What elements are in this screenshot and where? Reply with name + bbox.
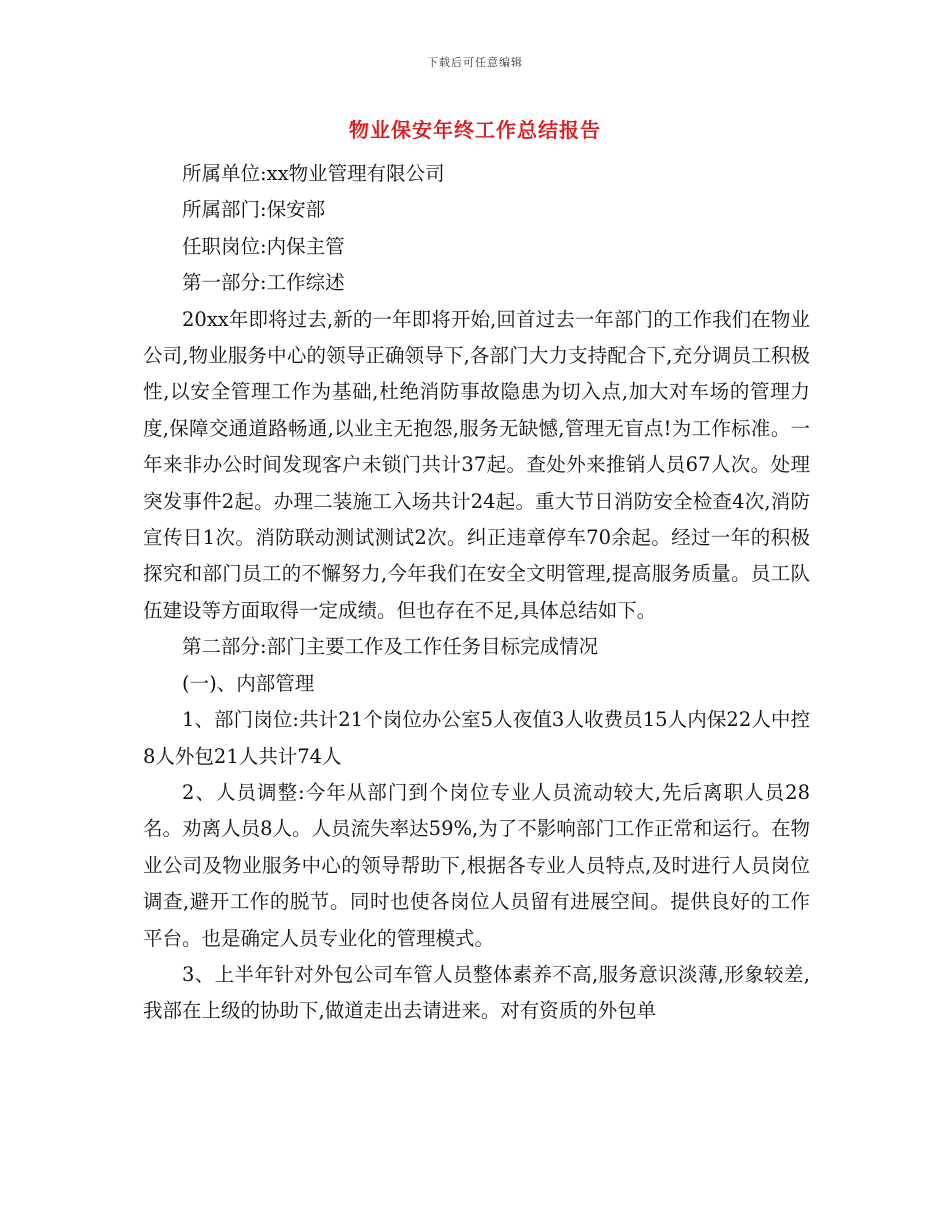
header-note: 下载后可任意编辑 [427,56,523,69]
paragraph-item-2: 2、人员调整:今年从部门到个岗位专业人员流动较大,先后离职人员28名。劝离人员8人。人员流失率达59%,为了不影响部门工作正常和运行。在物业公司及物业服务中心的领导帮助下,根据各专业人员特点,及时进行人员岗位调查,避开工作的脱节。同时也使各岗位人员留有进展空间。提供良好的工作平台。也是确定人员专业化的管理模式。 [143,780,810,950]
document-body [143,156,810,1030]
info-department: 所属部门:保安部 [182,198,326,222]
paragraph-summary: 20xx年即将过去,新的一年即将开始,回首过去一年部门的工作我们在物业公司,物业服务中心的领导正确领导下,各部门大力支持配合下,充分调员工积极性,以安全管理工作为基础,杜绝消防事故隐患为切入点,加大对车场的管理力度,保障交通道路畅通,以业主无抱怨,服务无缺憾,管理无盲点!为工作标准。一年来非办公时间发现客户未锁门共计37起。查处外来推销人员67人次。处理突发事件2起。办理二装施工入场共计24起。重大节日消防安全检查4次,消防宣传日1次。消防联动测试测试2次。纠正违章停车70余起。经过一年的积极探究和部门员工的不懈努力,今年我们在安全文明管理,提高服务质量。员工队伍建设等方面取得一定成绩。但也存在不足,具体总结如下。 [143,307,810,622]
subheading-internal-management: (一)、内部管理 [182,671,315,695]
paragraph-item-1: 1、部门岗位:共计21个岗位办公室5人夜值3人收费员15人内保22人中控8人外包21人共计74人 [143,708,810,768]
section-heading-part-two: 第二部分:部门主要工作及工作任务目标完成情况 [182,635,599,659]
info-position: 任职岗位:内保主管 [182,234,345,258]
section-heading-part-one: 第一部分:工作综述 [182,271,345,295]
document-title: 物业保安年终工作总结报告 [349,118,601,142]
info-unit: 所属单位:xx物业管理有限公司 [182,162,445,185]
paragraph-item-3: 3、上半年针对外包公司车管人员整体素养不高,服务意识淡薄,形象较差,我部在上级的协助下,做道走出去请进来。对有资质的外包单 [143,962,810,1023]
